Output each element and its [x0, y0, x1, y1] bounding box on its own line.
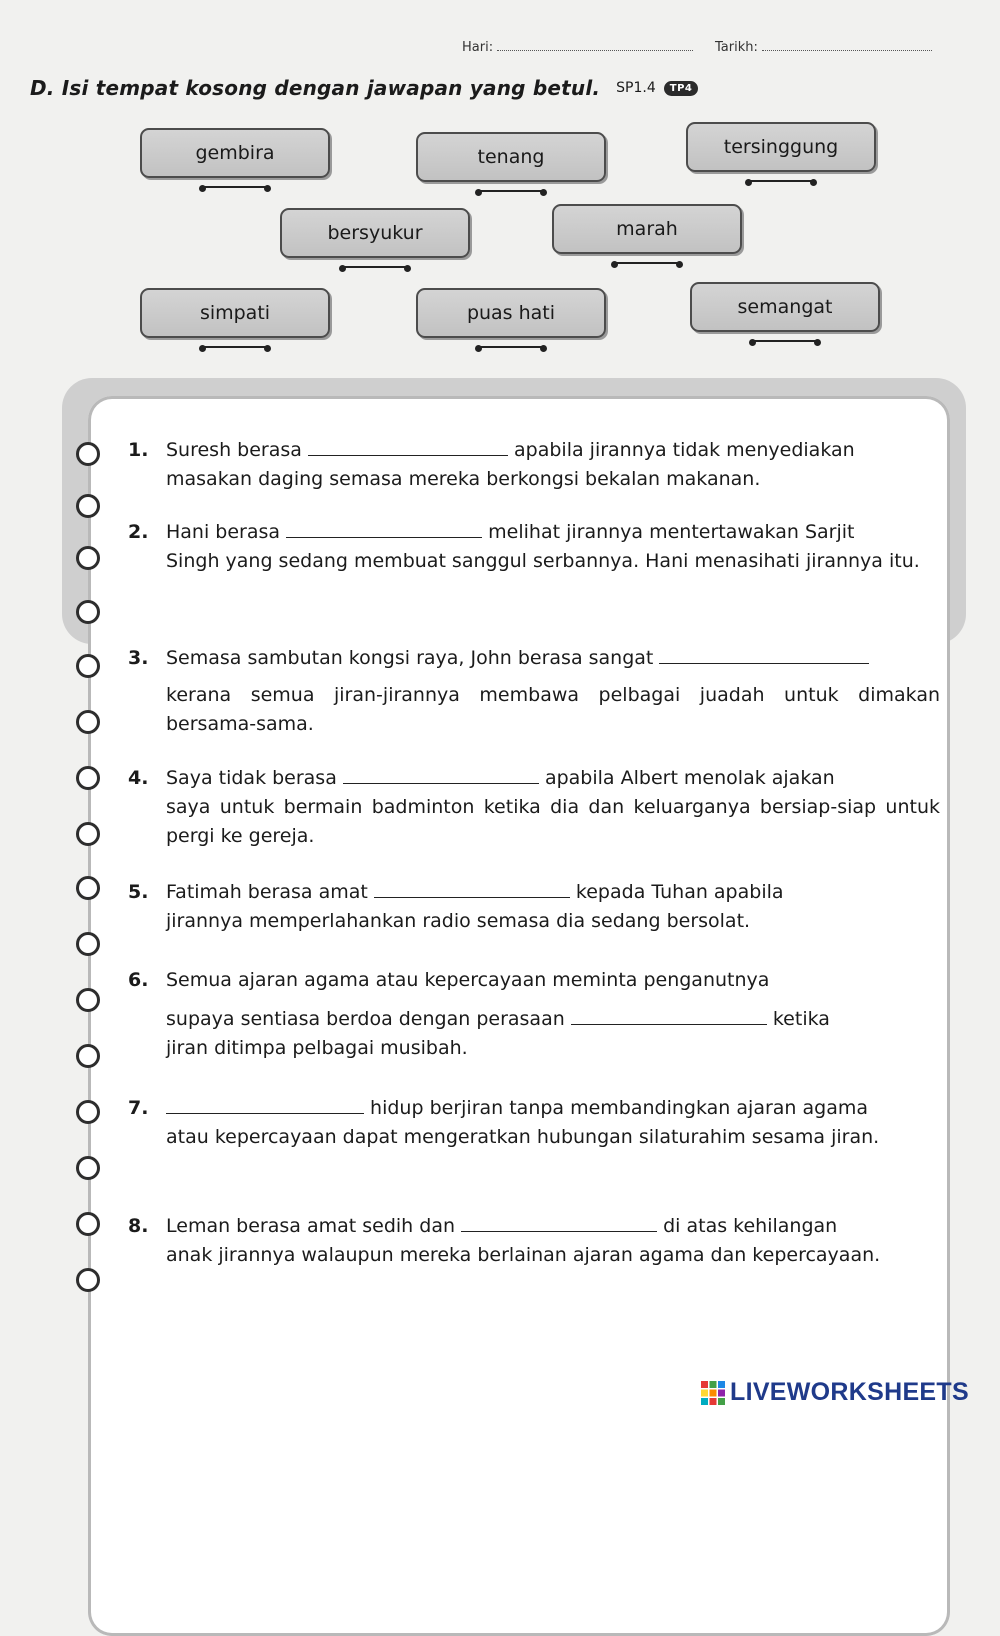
- ring-icon: [76, 494, 100, 518]
- question-text: Hani berasa: [166, 521, 281, 543]
- question-text: Saya tidak berasa: [166, 767, 337, 789]
- tarikh-input[interactable]: [762, 38, 932, 51]
- hari-label: Hari:: [462, 40, 494, 55]
- pin-icon: [611, 261, 618, 268]
- pin-icon: [264, 345, 271, 352]
- question-number: 5.: [128, 881, 149, 903]
- answer-blank-2[interactable]: [286, 519, 482, 538]
- logo-grid-icon: [700, 1380, 726, 1406]
- question-text: supaya sentiasa berdoa dengan perasaan: [166, 1008, 565, 1030]
- ring-icon: [76, 546, 100, 570]
- question-number: 7.: [128, 1097, 149, 1119]
- question-3: [128, 644, 940, 739]
- section-title-row: [30, 76, 698, 100]
- ring-icon: [76, 876, 100, 900]
- question-text: atau kepercayaan dapat mengeratkan hubungan silaturahim sesama jiran.: [166, 1126, 880, 1148]
- pin-icon: [404, 265, 411, 272]
- pin-icon: [339, 265, 346, 272]
- ring-icon: [76, 1268, 100, 1292]
- tarikh-label: Tarikh:: [715, 40, 758, 55]
- pin-icon: [264, 185, 271, 192]
- question-text: hidup berjiran tanpa membandingkan ajaran agama: [370, 1097, 868, 1119]
- question-text: apabila jirannya tidak menyediakan: [514, 439, 855, 461]
- question-text: kepada Tuhan apabila: [575, 881, 784, 903]
- section-title: D. Isi tempat kosong dengan jawapan yang betul.: [30, 76, 601, 100]
- pin-icon: [676, 261, 683, 268]
- question-text: saya untuk bermain badminton ketika dia dan keluarganya bersiap-siap untuk pergi ke gereja.: [166, 796, 940, 847]
- tp-badge: TP4: [664, 81, 699, 96]
- logo-text: LIVEWORKSHEETS: [730, 1378, 969, 1406]
- tarikh-field: [715, 38, 932, 55]
- question-text: jirannya memperlahankan radio semasa dia sedang bersolat.: [166, 910, 751, 932]
- question-text: anak jirannya walaupun mereka berlainan ajaran agama dan kepercayaan.: [166, 1244, 881, 1266]
- question-text: Fatimah berasa amat: [166, 881, 368, 903]
- answer-blank-7[interactable]: [166, 1095, 364, 1114]
- question-text: Semua ajaran agama atau kepercayaan meminta penganutnya: [166, 969, 770, 991]
- question-text: jiran ditimpa pelbagai musibah.: [166, 1037, 468, 1059]
- ring-icon: [76, 1156, 100, 1180]
- ring-icon: [76, 1212, 100, 1236]
- pin-icon: [810, 179, 817, 186]
- pin-icon: [199, 345, 206, 352]
- sp-code: SP1.4: [616, 80, 656, 96]
- question-text: Singh yang sedang membuat sanggul serbannya. Hani menasihati jirannya itu.: [166, 550, 920, 572]
- liveworksheets-logo[interactable]: [700, 1378, 969, 1407]
- pin-icon: [749, 339, 756, 346]
- answer-blank-4[interactable]: [343, 765, 539, 784]
- word-card-marah[interactable]: [552, 204, 742, 254]
- word-card-gembira[interactable]: [140, 128, 330, 178]
- question-number: 3.: [128, 647, 149, 669]
- question-4: [128, 764, 940, 851]
- answer-blank-5[interactable]: [374, 879, 570, 898]
- ring-icon: [76, 988, 100, 1012]
- ring-icon: [76, 600, 100, 624]
- word-label: puas hati: [466, 302, 556, 324]
- ring-icon: [76, 1044, 100, 1068]
- word-card-semangat[interactable]: [690, 282, 880, 332]
- question-number: 6.: [128, 969, 149, 991]
- pin-icon: [540, 345, 547, 352]
- ring-icon: [76, 932, 100, 956]
- question-text: apabila Albert menolak ajakan: [544, 767, 835, 789]
- question-5: [128, 878, 940, 936]
- word-card-puas-hati[interactable]: [416, 288, 606, 338]
- question-7: [128, 1094, 940, 1152]
- ring-icon: [76, 442, 100, 466]
- word-label: gembira: [195, 142, 275, 164]
- word-label: tersinggung: [723, 136, 839, 158]
- answer-blank-8[interactable]: [461, 1213, 657, 1232]
- word-label: semangat: [737, 296, 833, 318]
- question-text: kerana semua jiran-jirannya membawa pelbagai juadah untuk dimakan bersama-sama.: [166, 684, 940, 735]
- question-text: Suresh berasa: [166, 439, 302, 461]
- question-2: [128, 518, 940, 576]
- word-label: simpati: [199, 302, 271, 324]
- question-text: ketika: [772, 1008, 830, 1030]
- question-number: 1.: [128, 439, 149, 461]
- word-card-tersinggung[interactable]: [686, 122, 876, 172]
- answer-blank-6[interactable]: [571, 1006, 767, 1025]
- question-text: melihat jirannya mentertawakan Sarjit: [488, 521, 855, 543]
- pin-icon: [540, 189, 547, 196]
- word-label: tenang: [477, 146, 545, 168]
- question-text: Leman berasa amat sedih dan: [166, 1215, 455, 1237]
- question-number: 2.: [128, 521, 149, 543]
- answer-blank-1[interactable]: [308, 437, 508, 456]
- question-1: [128, 436, 940, 494]
- question-6: [128, 966, 940, 1063]
- question-number: 8.: [128, 1215, 149, 1237]
- answer-blank-3[interactable]: [659, 645, 869, 664]
- ring-icon: [76, 710, 100, 734]
- question-text: Semasa sambutan kongsi raya, John berasa sangat: [166, 647, 654, 669]
- ring-icon: [76, 654, 100, 678]
- word-card-simpati[interactable]: [140, 288, 330, 338]
- word-label: marah: [616, 218, 678, 240]
- word-card-tenang[interactable]: [416, 132, 606, 182]
- ring-icon: [76, 822, 100, 846]
- hari-field: [462, 38, 693, 55]
- pin-icon: [745, 179, 752, 186]
- pin-icon: [199, 185, 206, 192]
- pin-icon: [475, 189, 482, 196]
- word-card-bersyukur[interactable]: [280, 208, 470, 258]
- pin-icon: [475, 345, 482, 352]
- question-number: 4.: [128, 767, 149, 789]
- ring-icon: [76, 1100, 100, 1124]
- pin-icon: [814, 339, 821, 346]
- question-text: di atas kehilangan: [663, 1215, 838, 1237]
- hari-input[interactable]: [497, 38, 693, 51]
- question-text: masakan daging semasa mereka berkongsi bekalan makanan.: [166, 468, 761, 490]
- word-label: bersyukur: [327, 222, 423, 244]
- question-8: [128, 1212, 940, 1270]
- ring-icon: [76, 766, 100, 790]
